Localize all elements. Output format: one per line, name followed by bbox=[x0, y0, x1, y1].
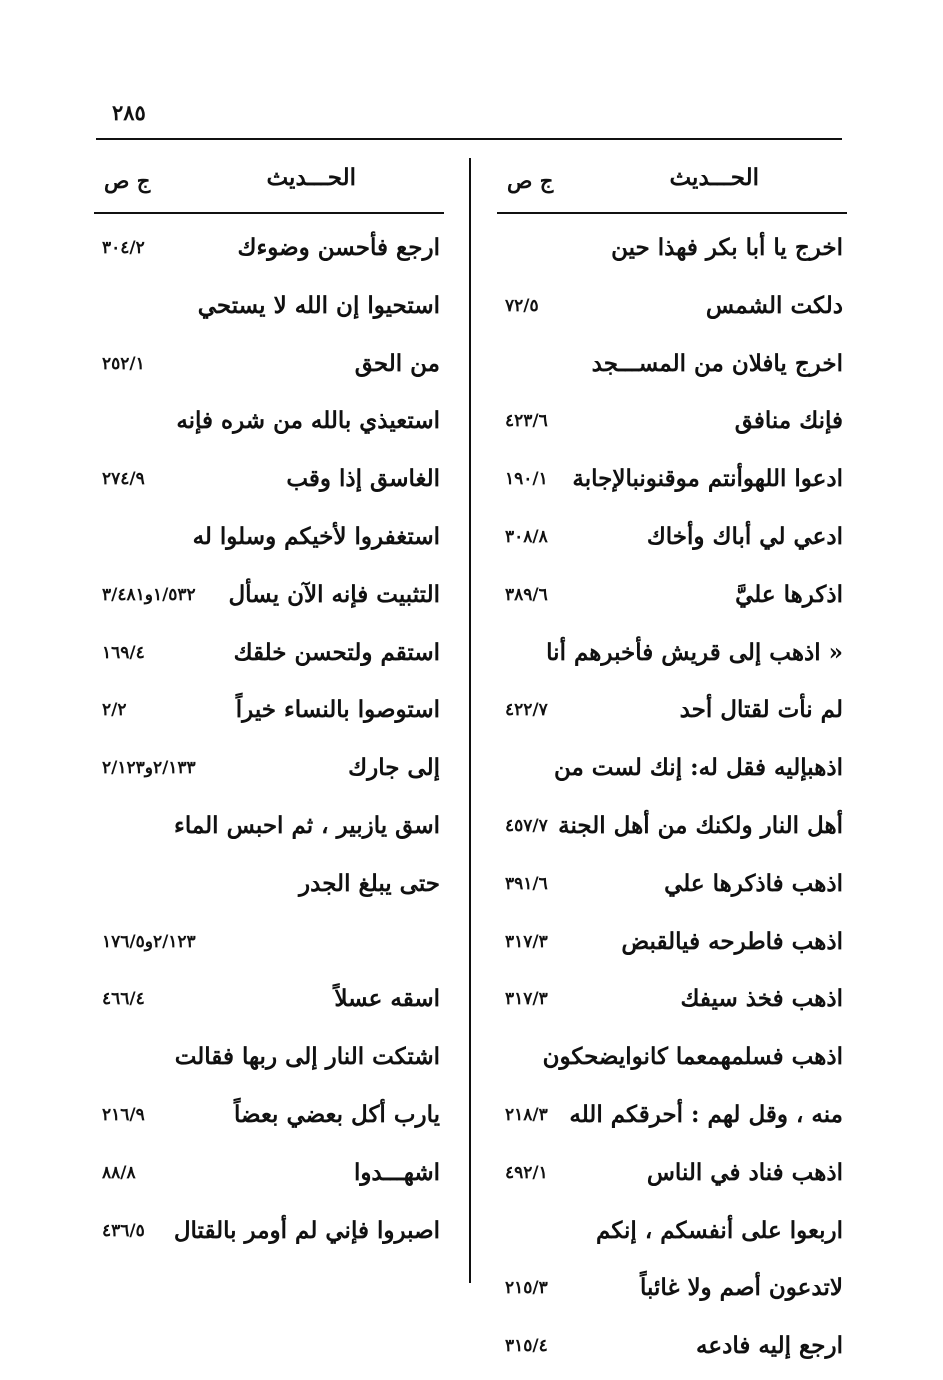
index-entry bbox=[497, 340, 847, 397]
index-entry bbox=[497, 744, 847, 801]
hadith-text: اذهب فناد في الناس bbox=[646, 1158, 843, 1186]
hadith-text: « اذهب إلى قريش فأخبرهم أنا bbox=[546, 638, 843, 666]
hadith-text: اذهب فاطرحه فيالقبض bbox=[621, 927, 843, 955]
hadith-text: اذهب فاذكرها علي bbox=[664, 869, 843, 897]
hadith-text: اسقه عسلاً bbox=[334, 985, 440, 1013]
left-column bbox=[94, 158, 444, 1264]
index-entry bbox=[94, 918, 444, 975]
index-entry bbox=[497, 1149, 847, 1206]
volume-page-ref: ٢٥٢/١ bbox=[102, 353, 145, 374]
volume-page-ref: ٤٩٢/١ bbox=[505, 1162, 548, 1183]
hadith-text: ارجع إليه فادعه bbox=[696, 1332, 843, 1360]
volume-page-ref: ٣٠٤/٢ bbox=[102, 238, 145, 258]
index-entry bbox=[94, 282, 444, 339]
hadith-text: اذهب فسلمهمعما كانوايضحكون bbox=[542, 1043, 843, 1071]
hadith-text: الغاسق إذا وقب bbox=[286, 465, 440, 493]
index-entry bbox=[497, 224, 847, 281]
volume-page-ref: ٨٨/٨ bbox=[102, 1162, 136, 1183]
volume-page-ref: ٢٧٤/٩ bbox=[102, 469, 145, 490]
index-entry bbox=[497, 975, 847, 1032]
index-entry bbox=[497, 397, 847, 454]
hadith-text: اذهب فخذ سيفك bbox=[680, 985, 843, 1013]
index-entry bbox=[94, 455, 444, 512]
index-entry bbox=[94, 860, 444, 917]
volume-page-ref: ٣١٥/٤ bbox=[505, 1336, 548, 1357]
index-entry bbox=[497, 1322, 847, 1379]
index-entry bbox=[94, 340, 444, 397]
index-entry bbox=[497, 802, 847, 859]
hadith-text: منه ، وقل لهم : أحرقكم الله bbox=[569, 1100, 843, 1128]
hadith-text: استحيوا إن الله لا يستحي bbox=[197, 291, 440, 319]
left-column-entries bbox=[94, 224, 444, 1264]
index-entry bbox=[497, 860, 847, 917]
volume-page-ref: ٢/١٣٣و٢/١٢٣ bbox=[102, 758, 196, 779]
volume-page-ref: ١٦٩/٤ bbox=[102, 642, 145, 663]
index-entry bbox=[497, 282, 847, 339]
index-entry bbox=[497, 918, 847, 975]
volume-page-ref: ٣٨٩/٦ bbox=[505, 584, 548, 605]
volume-page-ref: ٣١٧/٣ bbox=[505, 931, 548, 952]
volume-page-ref: ٣٩١/٦ bbox=[505, 873, 548, 894]
volume-page-ref: ٤٢٣/٦ bbox=[505, 411, 548, 432]
hadith-text: دلكت الشمس bbox=[705, 291, 843, 319]
hadith-text: اذكرها عليَّ bbox=[735, 580, 843, 608]
index-entry bbox=[497, 1091, 847, 1148]
header-volume-page-label: ج ص bbox=[507, 168, 554, 193]
volume-page-ref: ٤٣٦/٥ bbox=[102, 1220, 145, 1241]
column-divider bbox=[469, 158, 471, 1283]
index-entry bbox=[94, 686, 444, 743]
index-entry bbox=[94, 629, 444, 686]
index-entry bbox=[497, 686, 847, 743]
index-entry bbox=[497, 1207, 847, 1264]
hadith-text: ادعوا اللهوأنتم موقنونبالإجابة bbox=[572, 465, 843, 493]
hadith-text: يارب أكل بعضي بعضاً bbox=[233, 1100, 440, 1128]
header-hadith-label: الحـــديث bbox=[669, 164, 759, 191]
volume-page-ref: ٢/١٢٣و١٧٦/٥ bbox=[102, 931, 196, 952]
hadith-text: استغفروا لأخيكم وسلوا له bbox=[192, 522, 440, 550]
hadith-text: استقم ولتحسن خلقك bbox=[233, 638, 440, 666]
index-entry bbox=[94, 513, 444, 570]
index-entry bbox=[497, 629, 847, 686]
volume-page-ref: ٣١٧/٣ bbox=[505, 989, 548, 1010]
hadith-text: أهل النار ولكنك من أهل الجنة bbox=[558, 811, 843, 839]
index-entry bbox=[94, 397, 444, 454]
volume-page-ref: ٢١٥/٣ bbox=[505, 1278, 548, 1299]
hadith-text: اشهـــدوا bbox=[353, 1158, 440, 1186]
volume-page-ref: ٤٦٦/٤ bbox=[102, 989, 145, 1010]
volume-page-ref: ٤٥٧/٧ bbox=[505, 815, 548, 836]
right-column-entries bbox=[497, 224, 847, 1379]
hadith-text: اسق يازبير ، ثم احبس الماء bbox=[174, 811, 440, 839]
hadith-text: إلى جارك bbox=[348, 754, 440, 782]
volume-page-ref: ٢/٢ bbox=[102, 700, 127, 721]
index-entry bbox=[497, 571, 847, 628]
hadith-text: اصبروا فإني لم أومر بالقتال bbox=[173, 1216, 440, 1244]
index-entry bbox=[94, 744, 444, 801]
hadith-text: ارجع فأحسن وضوءك bbox=[237, 234, 440, 261]
index-entry bbox=[94, 571, 444, 628]
volume-page-ref: ٧٢/٥ bbox=[505, 295, 539, 316]
volume-page-ref: ٤٢٢/٧ bbox=[505, 700, 548, 721]
index-entry bbox=[497, 1033, 847, 1090]
volume-page-ref: ١/٥٣٢و٣/٤٨١ bbox=[102, 584, 196, 605]
right-column-header bbox=[497, 158, 847, 214]
index-entry bbox=[497, 513, 847, 570]
top-rule bbox=[96, 138, 842, 140]
hadith-text: استوصوا بالنساء خيراً bbox=[235, 696, 440, 724]
hadith-text: حتى يبلغ الجدر bbox=[299, 869, 440, 897]
volume-page-ref: ٢١٨/٣ bbox=[505, 1104, 548, 1125]
hadith-text: ادعي لي أباك وأخاك bbox=[646, 522, 843, 550]
page-number: ٢٨٥ bbox=[112, 100, 146, 125]
hadith-text: اخرج يا أبا بكر فهذا حين bbox=[611, 234, 843, 261]
right-column bbox=[497, 158, 847, 1380]
hadith-text: من الحق bbox=[354, 349, 440, 377]
hadith-text: لاتدعون أصم ولا غائباً bbox=[640, 1274, 843, 1302]
hadith-text: فإنك منافق bbox=[734, 407, 843, 435]
hadith-text: التثبيت فإنه الآن يسأل bbox=[228, 580, 440, 608]
index-entry bbox=[497, 1264, 847, 1321]
index-entry bbox=[94, 1091, 444, 1148]
volume-page-ref: ١٩٠/١ bbox=[505, 469, 548, 490]
hadith-text: استعيذي بالله من شره فإنه bbox=[176, 407, 440, 435]
index-entry bbox=[94, 1149, 444, 1206]
index-entry bbox=[497, 455, 847, 512]
hadith-text: اذهبإليه فقل له: إنك لست من bbox=[553, 754, 843, 782]
index-entry bbox=[94, 802, 444, 859]
index-entry bbox=[94, 1207, 444, 1264]
header-volume-page-label: ج ص bbox=[104, 168, 151, 193]
header-hadith-label: الحـــديث bbox=[266, 164, 356, 191]
hadith-text: اخرج يافلان من المســـجد bbox=[591, 349, 843, 377]
volume-page-ref: ٣٠٨/٨ bbox=[505, 526, 548, 547]
left-column-header bbox=[94, 158, 444, 214]
hadith-text: اشتكت النار إلى ربها فقالت bbox=[174, 1043, 440, 1071]
index-entry bbox=[94, 975, 444, 1032]
hadith-text: لم نأت لقتال أحد bbox=[679, 696, 843, 724]
index-entry bbox=[94, 1033, 444, 1090]
index-entry bbox=[94, 224, 444, 281]
volume-page-ref: ٢١٦/٩ bbox=[102, 1104, 145, 1125]
hadith-text: اربعوا على أنفسكم ، إنكم bbox=[596, 1216, 843, 1244]
